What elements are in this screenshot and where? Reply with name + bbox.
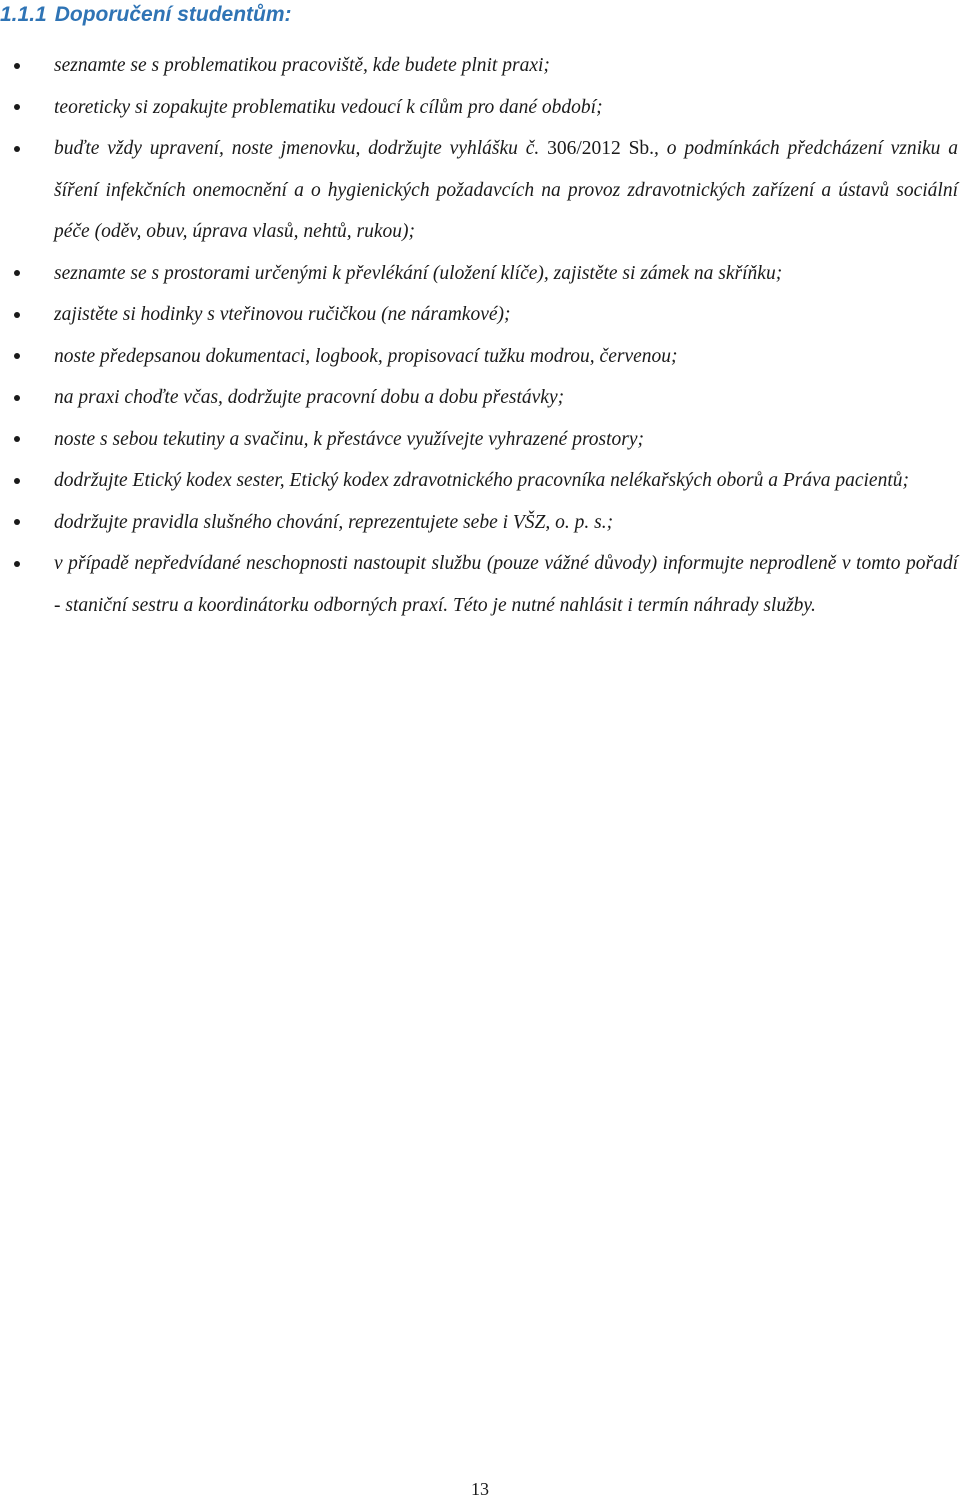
list-item-text-part: buďte vždy upravení, noste jmenovku, dodržujte vyhlášku č. (54, 138, 540, 159)
list-item-text: na praxi choďte včas, dodržujte pracovní dobu a dobu přestávky; (54, 387, 565, 408)
recommendations-list (0, 45, 960, 626)
list-item (0, 460, 960, 502)
list-item (0, 336, 960, 378)
section-number: 1.1.1 (0, 3, 47, 26)
list-item (0, 294, 960, 336)
bullet-icon (14, 270, 20, 276)
bullet-icon (14, 395, 20, 401)
decree-reference: 306/2012 Sb. (547, 138, 655, 159)
bullet-icon (14, 104, 20, 110)
list-item (0, 87, 960, 129)
list-item-text: seznamte se s prostorami určenými k převlékání (uložení klíče), zajistěte si zámek na skříňku; (54, 262, 783, 284)
page-number: 13 (471, 1479, 489, 1499)
list-item-text: noste předepsanou dokumentaci, logbook, propisovací tužku modrou, červenou; (54, 345, 678, 367)
list-item (0, 45, 960, 87)
bullet-icon (14, 63, 20, 69)
list-item (0, 502, 960, 544)
list-item (0, 128, 960, 253)
bullet-icon (14, 312, 20, 318)
list-item-text: teoreticky si zopakujte problematiku vedoucí k cílům pro dané období; (54, 96, 603, 118)
list-item-text-part: , o podmínkách předcházení vzniku a šíření infekčních onemocnění a o hygienických požadavcích na provoz zdravotnických zařízení a ústavů sociální péče (oděv, obuv, úprava vlasů, nehtů, rukou); (54, 138, 958, 242)
list-item-text: dodržujte pravidla slušného chování, reprezentujete sebe i VŠZ, o. p. s.; (54, 511, 614, 533)
bullet-icon (14, 561, 20, 567)
bullet-icon (14, 519, 20, 525)
bullet-icon (14, 436, 20, 442)
bullet-icon (14, 478, 20, 484)
list-item (0, 253, 960, 295)
list-item-text: dodržujte Etický kodex sester, Etický kodex zdravotnického pracovníka nelékařských oborů a Práva pacientů; (54, 470, 909, 491)
list-item (0, 377, 960, 419)
list-item (0, 543, 960, 626)
section-title: Doporučení studentům: (54, 3, 292, 26)
list-item (0, 419, 960, 461)
list-item-text: zajistěte si hodinky s vteřinovou ručičkou (ne náramkové); (54, 304, 511, 325)
list-item-text: v případě nepředvídané neschopnosti nastoupit službu (pouze vážné důvody) informujte neprodleně v tomto pořadí - staniční sestru a koordinátorku odborných praxí. Této je nutné nahlásit i termín náhrady služby. (54, 553, 958, 616)
bullet-icon (14, 353, 20, 359)
list-item-text: noste s sebou tekutiny a svačinu, k přestávce využívejte vyhrazené prostory; (54, 428, 645, 450)
section-heading (0, 0, 292, 30)
list-item-text (54, 128, 958, 253)
list-item-text: seznamte se s problematikou pracoviště, kde budete plnit praxi; (54, 55, 550, 76)
bullet-icon (14, 146, 20, 152)
